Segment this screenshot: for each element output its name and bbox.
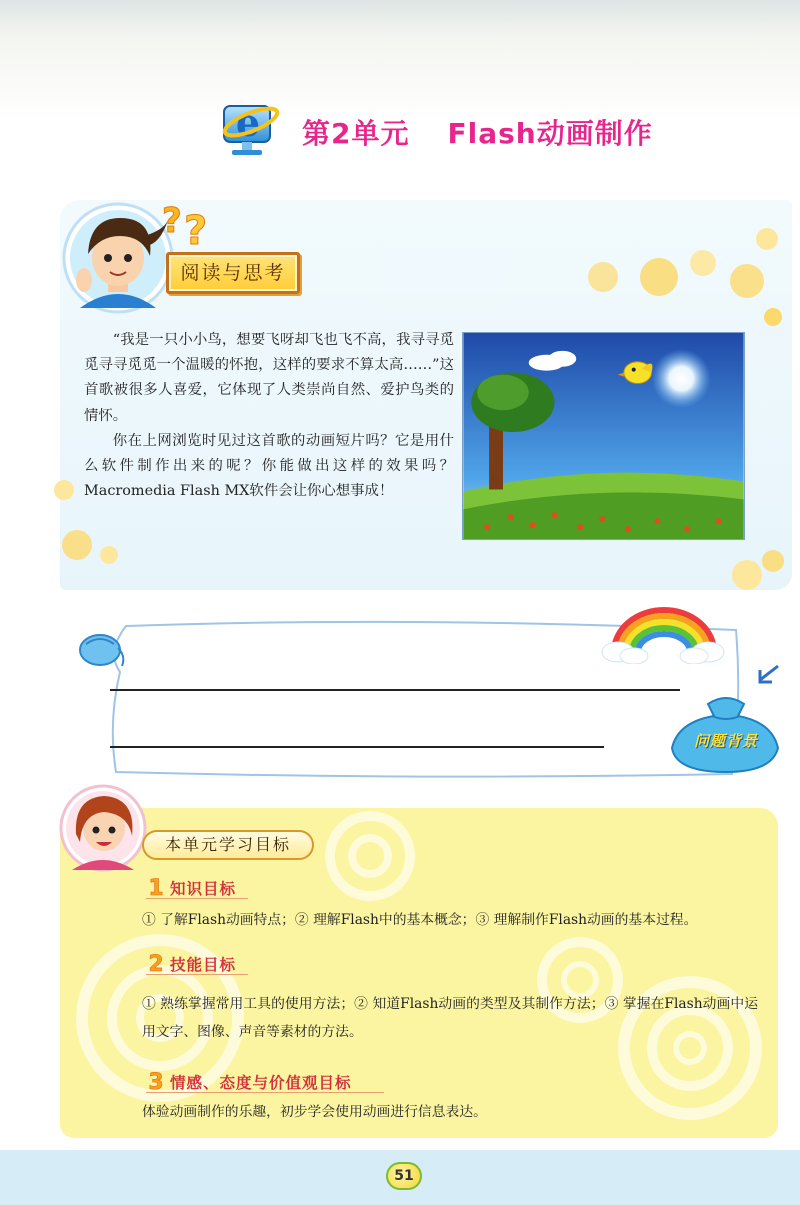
goal-number-3: 3 [148,1070,164,1092]
unit-name: Flash动画制作 [447,117,653,150]
svg-text:e: e [235,100,261,145]
reading-text [84,328,454,504]
deco-dot [54,480,74,500]
problem-background-badge [668,692,784,774]
deco-dot [732,560,762,590]
bird-scene-image [462,332,745,540]
reading-section-label: 阅读与思考 [166,252,300,294]
goal-number-3-icon [146,1070,166,1092]
page-number: 51 [386,1162,422,1190]
unit-label: 第2单元 [302,117,410,150]
question-marks-icon [160,196,216,250]
goals-section-label: 本单元学习目标 [142,830,314,860]
deco-dot [588,262,618,292]
goal-heading-skill: 技能目标 [170,956,237,974]
answer-line[interactable] [110,689,680,691]
deco-dot [640,258,678,296]
goal-heading-underline [146,974,248,975]
goal-number-1: 1 [148,876,164,898]
problem-background-label: 问题背景 [693,732,758,750]
deco-dot [756,228,778,250]
deco-dot [730,264,764,298]
deco-dot [690,250,716,276]
goal-number-1-icon [146,876,166,898]
svg-text:?: ? [184,208,208,250]
goal-text-attitude: 体验动画制作的乐趣，初步学会使用动画进行信息表达。 [142,1104,487,1120]
goal-heading-underline [146,898,248,899]
mouse-icon [76,626,126,670]
goal-heading-underline [146,1092,384,1093]
goal-heading-attitude: 情感、态度与价值观目标 [170,1074,352,1092]
goal-number-2-icon [146,952,166,974]
reading-paragraph-1: “我是一只小小鸟，想要飞呀却飞也飞不高，我寻寻觅觅寻寻觅觅一个温暖的怀抱，这样的要求不算太高……”这首歌被很多人喜爱，它体现了人类崇尚自然、爱护鸟类的情怀。 [84,332,454,424]
svg-text:?: ? [162,201,182,241]
reading-paragraph-2: 你在上网浏览时见过这首歌的动画短片吗？它是用什么软件制作出来的呢？你能做出这样的效果吗？Macromedia Flash MX软件会让你心想事成！ [84,432,454,500]
rainbow-icon [600,598,728,664]
answer-line[interactable] [110,746,604,748]
deco-dot [62,530,92,560]
deco-dot [764,308,782,326]
goal-text-knowledge: ① 了解Flash动画特点；② 理解Flash中的基本概念；③ 理解制作Flash动画的基本过程。 [142,912,698,928]
goal-number-2: 2 [148,952,164,974]
deco-dot [100,546,118,564]
deco-dot [762,550,784,572]
arrow-icon [752,664,782,688]
unit-title [302,112,653,156]
goal-text-skill: ① 熟练掌握常用工具的使用方法；② 知道Flash动画的类型及其制作方法；③ 掌握在Flash动画中运用文字、图像、声音等素材的方法。 [142,996,758,1040]
goal-heading-knowledge: 知识目标 [170,880,237,898]
girl-avatar [58,780,148,872]
ie-browser-icon [218,92,296,162]
